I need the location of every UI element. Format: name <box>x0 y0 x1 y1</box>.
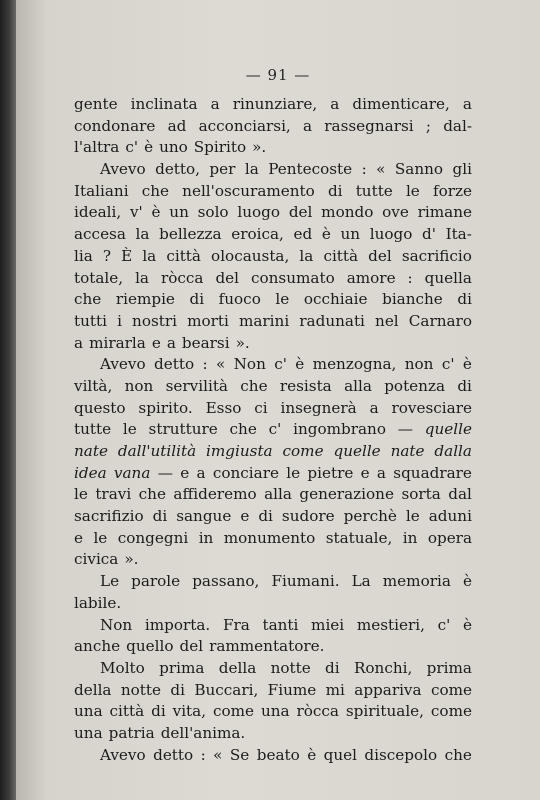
text-line: Italiani che nell'oscuramento di tutte le forze <box>74 181 472 200</box>
text-line: labile. <box>74 593 122 612</box>
text-line: Avevo detto, per la Pentecoste : « Sanno gli <box>100 160 472 179</box>
text-line: condonare ad acconciarsi, a rassegnarsi ; dal- <box>74 116 472 135</box>
text-line: l'altra c' è uno Spirito ». <box>74 138 267 157</box>
text-line: totale, la ròcca del consumato amore : quella <box>74 268 472 287</box>
text-line: nate dall'utilità imgiusta come quelle nate dalla <box>74 442 472 460</box>
text-line: tutti i nostri morti marini radunati nel Carnaro <box>74 311 472 330</box>
text-line: le travi che affideremo alla generazione sorta dal <box>74 485 472 504</box>
text-line: ideali, v' è un solo luogo del mondo ove rimane <box>74 203 472 222</box>
text-line: una patria dell'anima. <box>74 723 246 742</box>
text-line: civica ». <box>74 550 139 569</box>
body-text <box>74 94 472 766</box>
text-line: a mirarla e a bearsi ». <box>74 333 250 352</box>
text-line: della notte di Buccari, Fiume mi appariva come <box>74 680 472 699</box>
text-line: anche quello del rammentatore. <box>74 637 325 656</box>
text-line: e le congegni in monumento statuale, in opera <box>74 528 472 547</box>
text-line: viltà, non servilità che resista alla potenza di <box>74 376 472 395</box>
text-line: questo spirito. Esso ci insegnerà a rovesciare <box>74 398 472 417</box>
text-line: tutte le strutture che c' ingombrano — quelle <box>74 420 472 439</box>
text-line: Avevo detto : « Se beato è quel discepolo che <box>100 745 472 764</box>
text-line: sacrifizio di sangue e di sudore perchè le aduni <box>74 507 472 526</box>
text-line: Le parole passano, Fiumani. La memoria è <box>100 572 472 591</box>
text-line: idea vana — e a conciare le pietre e a squadrare <box>74 463 472 482</box>
page-number: — 91 — <box>245 66 311 84</box>
text-line: Avevo detto : « Non c' è menzogna, non c' è <box>100 355 472 374</box>
book-spine-shadow <box>0 0 16 800</box>
text-line: Non importa. Fra tanti miei mestieri, c' è <box>100 615 472 634</box>
text-line: una città di vita, come una ròcca spirituale, come <box>74 702 472 721</box>
text-line: gente inclinata a rinunziare, a dimenticare, a <box>74 95 472 113</box>
text-line: che riempie di fuoco le occhiaie bianche di <box>74 290 472 309</box>
text-line: accesa la bellezza eroica, ed è un luogo d' Ita- <box>74 225 472 244</box>
book-page <box>16 0 540 800</box>
text-line: Molto prima della notte di Ronchi, prima <box>100 658 472 677</box>
text-line: lia ? È la città olocausta, la città del sacrificio <box>74 246 472 265</box>
